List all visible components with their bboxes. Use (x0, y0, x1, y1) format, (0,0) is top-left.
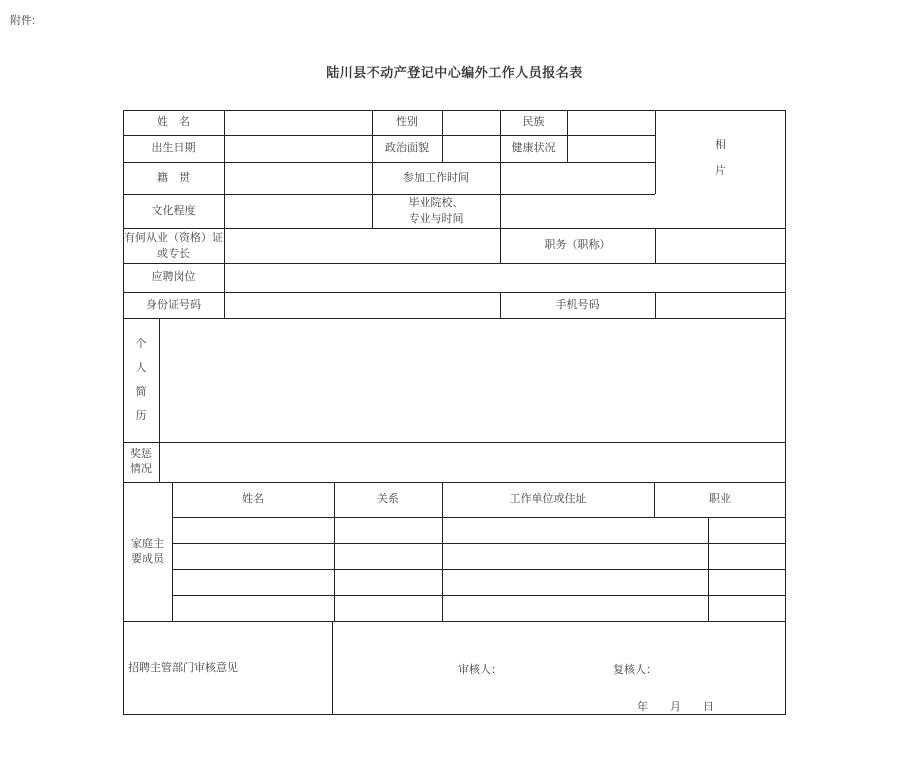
political-status-label: 政治面貌 (385, 142, 429, 154)
ethnicity-value-cell (567, 110, 655, 135)
graduation-school-line2: 专业与时间 (408, 213, 464, 225)
photo-label-line2: 片 (715, 165, 726, 177)
graduation-school-label (372, 194, 500, 228)
birth-date-value-cell (224, 135, 372, 162)
work-start-time-label: 参加工作时间 (403, 171, 469, 184)
position-title-label: 职务（职称） (544, 239, 611, 251)
registration-form-table (123, 110, 786, 715)
family-row (172, 595, 786, 621)
certificates-label (123, 228, 224, 263)
family-col-occupation: 职业 (709, 493, 731, 505)
rewards-content-cell (159, 442, 786, 482)
native-place-label: 籍 贯 (157, 171, 190, 184)
family-members-line1: 家庭主 (131, 537, 164, 550)
political-status-value-cell (442, 135, 500, 162)
personal-resume-label (123, 318, 159, 442)
health-status-value-cell (567, 135, 655, 162)
applied-position-label: 应聘岗位 (151, 271, 196, 283)
family-col-relation: 关系 (377, 493, 399, 505)
rechecker-label: 复核人： (613, 664, 657, 676)
position-title-value-cell (655, 228, 786, 263)
gender-label: 性别 (396, 116, 418, 128)
reviewer-label: 审核人： (458, 664, 502, 676)
gender-value-cell (442, 110, 500, 135)
certificates-line2: 或专长 (157, 247, 190, 260)
review-opinion-label: 招聘主管部门审核意见 (128, 661, 238, 674)
review-signature-area (332, 621, 786, 715)
date-label: 年 月 日 (637, 701, 714, 713)
photo-label-line1: 相 (715, 139, 726, 151)
resume-char-2: 人 (135, 361, 147, 374)
family-row (172, 543, 786, 569)
id-number-label: 身份证号码 (146, 298, 201, 311)
graduation-school-line1: 毕业院校、 (408, 197, 464, 209)
mobile-number-value-cell (655, 292, 786, 318)
resume-char-4: 历 (135, 409, 147, 422)
graduation-school-value-cell (500, 194, 786, 228)
id-number-value-cell (224, 292, 500, 318)
resume-char-1: 个 (135, 337, 147, 350)
mobile-number-label: 手机号码 (555, 298, 600, 311)
health-status-label: 健康状况 (511, 142, 556, 154)
resume-char-3: 简 (135, 385, 147, 398)
family-col-name: 姓名 (242, 493, 264, 505)
family-row (172, 569, 786, 595)
personal-resume-content-cell (159, 318, 786, 442)
birth-date-label: 出生日期 (151, 142, 196, 154)
family-row (172, 517, 786, 543)
work-start-time-value-cell (500, 162, 655, 194)
form-title: 陆川县不动产登记中心编外工作人员报名表 (326, 65, 583, 80)
certificates-value-cell (224, 228, 500, 263)
rewards-line1: 奖惩 (130, 448, 152, 460)
family-col-workunit: 工作单位或住址 (509, 493, 587, 505)
attachment-label: 附件: (10, 15, 36, 27)
family-members-label (123, 482, 172, 621)
family-members-line2: 要成员 (131, 552, 164, 565)
rewards-line2: 情况 (130, 463, 152, 475)
applied-position-value-cell (224, 263, 786, 292)
ethnicity-label: 民族 (522, 116, 545, 128)
education-level-label: 文化程度 (151, 204, 196, 217)
name-value-cell (224, 110, 372, 135)
education-level-value-cell (224, 194, 372, 228)
certificates-line1: 有何从业（资格）证 (124, 231, 223, 244)
name-label: 姓 名 (157, 116, 190, 128)
rewards-label (123, 442, 159, 482)
native-place-value-cell (224, 162, 372, 194)
